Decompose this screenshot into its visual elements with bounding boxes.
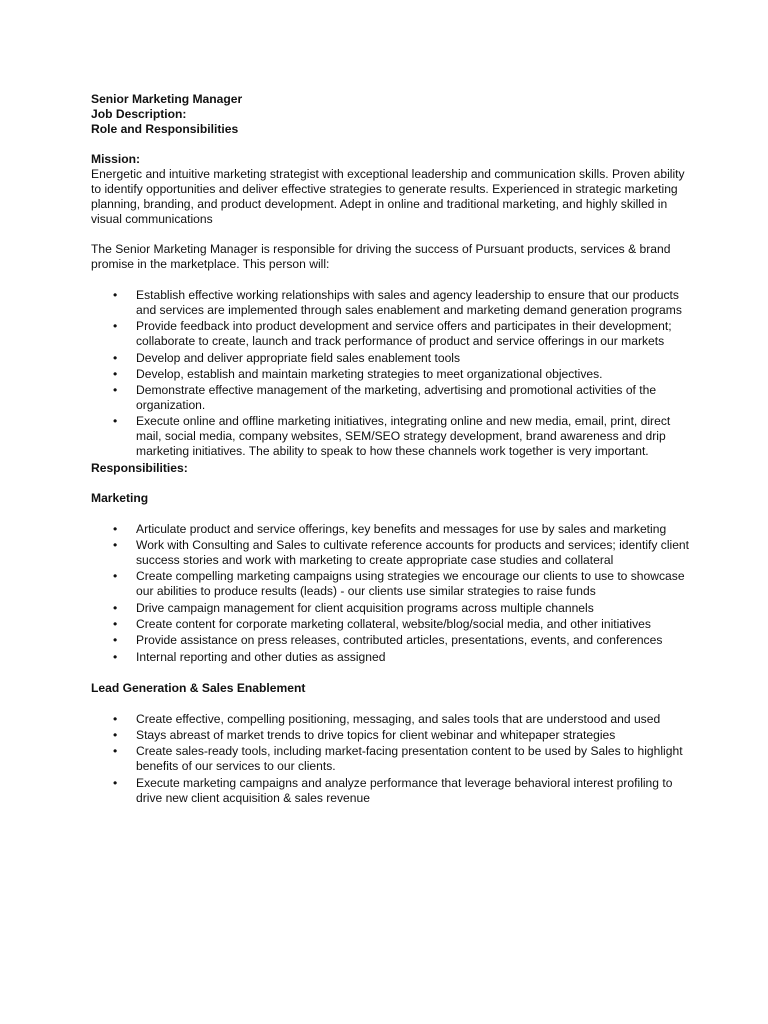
list-item: • Create content for corporate marketing collateral, website/blog/social media, and other initiatives: [91, 617, 691, 632]
list-item: • Demonstrate effective management of the marketing, advertising and promotional activities of the organization.: [91, 383, 691, 413]
intro-paragraph: The Senior Marketing Manager is responsible for driving the success of Pursuant products, services & brand promise in the marketplace. This person will:: [91, 242, 671, 271]
document-page: [91, 92, 691, 807]
lead-generation-heading: Lead Generation & Sales Enablement: [91, 680, 306, 695]
list-item: • Create compelling marketing campaigns using strategies we encourage our clients to use to showcase our abilities to produce results (leads) - our clients use similar strategies to raise funds: [91, 569, 691, 599]
list-item: • Work with Consulting and Sales to cultivate reference accounts for products and services; identify client success stories and work with marketing to create appropriate case studies and collateral: [91, 538, 691, 568]
list-item: • Stays abreast of market trends to drive topics for client webinar and whitepaper strategies: [91, 728, 691, 743]
list-item: • Drive campaign management for client acquisition programs across multiple channels: [91, 601, 691, 616]
mission-heading: Mission:: [91, 152, 141, 166]
list-item: • Create sales-ready tools, including market-facing presentation content to be used by Sales to highlight benefits of our services to our clients.: [91, 744, 691, 774]
marketing-list: [91, 522, 691, 665]
list-item: • Provide assistance on press releases, contributed articles, presentations, events, and conferences: [91, 633, 691, 648]
mission-section: [91, 152, 691, 227]
list-item: • Provide feedback into product development and service offers and participates in their development; collaborate to create, launch and track performance of product and service offerings in our markets: [91, 319, 691, 349]
job-description-label: Job Description:: [91, 107, 187, 121]
mission-text: Energetic and intuitive marketing strategist with exceptional leadership and communication skills. Proven ability to identify opportunities and deliver effective strategies to generate results. Experienced in strategic marketing planning, branding, and product development. Adept in online and traditional marketing, and highly skilled in visual communications: [91, 167, 685, 226]
document-header: [91, 92, 691, 137]
list-item: • Internal reporting and other duties as assigned: [91, 650, 691, 665]
lead-generation-list: [91, 712, 691, 806]
list-item: • Develop and deliver appropriate field sales enablement tools: [91, 351, 691, 366]
role-responsibilities-label: Role and Responsibilities: [91, 122, 239, 136]
marketing-heading: Marketing: [91, 490, 149, 505]
list-item: • Create effective, compelling positioning, messaging, and sales tools that are understood and used: [91, 712, 691, 727]
list-item: • Develop, establish and maintain marketing strategies to meet organizational objectives.: [91, 367, 691, 382]
list-item: • Execute online and offline marketing initiatives, integrating online and new media, email, print, direct mail, social media, company websites, SEM/SEO strategy development, brand awareness and drip marketing initiatives. The ability to speak to how these channels work together is very important.: [91, 414, 691, 459]
responsibilities-heading: Responsibilities:: [91, 460, 188, 475]
duties-list: [91, 288, 691, 459]
list-item: • Articulate product and service offerings, key benefits and messages for use by sales and marketing: [91, 522, 691, 537]
list-item: • Establish effective working relationships with sales and agency leadership to ensure that our products and services are implemented through sales enablement and marketing demand generation programs: [91, 288, 691, 318]
job-title: Senior Marketing Manager: [91, 92, 243, 106]
list-item: • Execute marketing campaigns and analyze performance that leverage behavioral interest profiling to drive new client acquisition & sales revenue: [91, 776, 691, 806]
